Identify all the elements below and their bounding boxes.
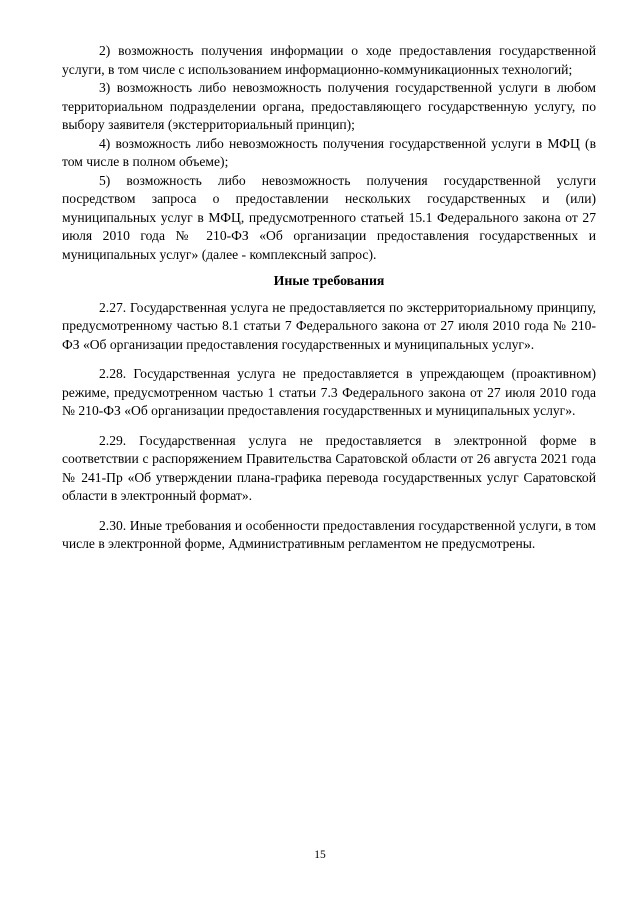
page-number: 15 <box>314 849 326 861</box>
list-item-3: 3) возможность либо невозможность получения государственной услуги в любом территориальном подразделении органа, предоставляющего государственную услугу, по выбору заявителя (экстерриториальный принцип); <box>62 80 596 132</box>
paragraph-2-29: 2.29. Государственная услуга не предоставляется в электронной форме в соответствии с распоряжением Правительства Саратовской области от 26 августа 2021 года № 241-Пр «Об утверждении плана-графика перевода государственных услуг Саратовской области в электронный формат». <box>62 432 596 503</box>
list-item-2: 2) возможность получения информации о ходе предоставления государственной услуги, в том числе с использованием информационно-коммуникационных технологий; <box>62 43 596 77</box>
paragraph-2-27: 2.27. Государственная услуга не предоставляется по экстерриториальному принципу, предусмотренному частью 8.1 статьи 7 Федерального закона от 27 июля 2010 года № 210-ФЗ «Об организации предоставления государственных и муниципальных услуг». <box>62 299 596 352</box>
document-body <box>62 42 596 554</box>
paragraph-2-28: 2.28. Государственная услуга не предоставляется в упреждающем (проактивном) режиме, предусмотренном частью 1 статьи 7.3 Федерального закона от 27 июля 2010 года № 210-ФЗ «Об организации предоставления государственных и муниципальных услуг». <box>62 366 596 418</box>
list-item-4: 4) возможность либо невозможность получения государственной услуги в МФЦ (в том числе в полном объеме); <box>62 135 596 169</box>
paragraph-2-30: 2.30. Иные требования и особенности предоставления государственной услуги, в том числе в электронной форме, Административным регламентом не предусмотрены. <box>62 517 596 551</box>
section-heading: Иные требования <box>273 273 385 288</box>
list-item-5: 5) возможность либо невозможность получения государственной услуги посредством запроса о предоставлении нескольких государственных и (или) муниципальных услуг в МФЦ, предусмотренного статьей 15.1 Федерального закона от 27 июля 2010 года № 210-ФЗ «Об организации предоставления государственных и муниципальных услуг» (далее - комплексный запрос). <box>62 172 596 262</box>
